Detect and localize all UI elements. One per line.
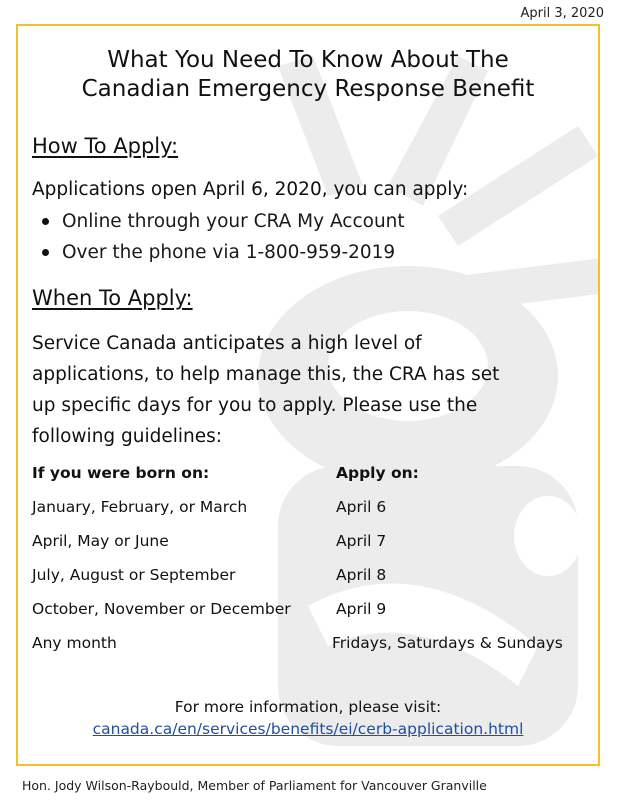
- schedule-header: [32, 464, 592, 488]
- document-date: April 3, 2020: [520, 6, 604, 21]
- born-on-cell: April, May or June: [32, 532, 169, 550]
- born-on-cell: Any month: [32, 634, 117, 652]
- table-row: [32, 600, 592, 624]
- table-row: [32, 532, 592, 556]
- paragraph-line: following guidelines:: [32, 426, 223, 447]
- bullet-icon: [42, 218, 49, 225]
- notice-frame: [16, 24, 600, 766]
- apply-on-header: Apply on:: [336, 464, 419, 482]
- table-row: [32, 498, 592, 522]
- apply-on-cell: April 9: [336, 600, 387, 618]
- when-to-apply-paragraph: [32, 328, 499, 452]
- apply-on-cell: April 6: [336, 498, 387, 516]
- title-line-2: Canadian Emergency Response Benefit: [81, 76, 535, 102]
- born-on-header: If you were born on:: [32, 464, 210, 482]
- apply-on-cell: Fridays, Saturdays & Sundays: [332, 634, 563, 652]
- apply-method-online: Online through your CRA My Account: [62, 211, 405, 232]
- signature-line: Hon. Jody Wilson-Raybould, Member of Parliament for Vancouver Granville: [22, 778, 487, 793]
- list-item: [36, 206, 405, 237]
- table-row: [32, 634, 592, 658]
- table-row: [32, 566, 592, 590]
- apply-on-cell: April 8: [336, 566, 387, 584]
- born-on-cell: October, November or December: [32, 600, 291, 618]
- how-to-apply-intro: Applications open April 6, 2020, you can apply:: [32, 179, 469, 200]
- paragraph-line: Service Canada anticipates a high level of: [32, 333, 422, 354]
- cerb-info-link[interactable]: canada.ca/en/services/benefits/ei/cerb-application.html: [92, 720, 524, 738]
- paragraph-line: applications, to help manage this, the CRA has set: [32, 364, 500, 385]
- paragraph-line: up specific days for you to apply. Please use the: [32, 395, 478, 416]
- apply-methods-list: [36, 206, 405, 268]
- page-title: [18, 46, 598, 104]
- apply-method-phone: Over the phone via 1-800-959-2019: [62, 242, 396, 263]
- born-on-cell: July, August or September: [32, 566, 236, 584]
- more-info-text: For more information, please visit:: [174, 698, 442, 716]
- born-on-cell: January, February, or March: [32, 498, 248, 516]
- bullet-icon: [42, 249, 49, 256]
- how-to-apply-heading: How To Apply:: [32, 134, 179, 158]
- list-item: [36, 237, 405, 268]
- notice-content: [18, 26, 598, 764]
- when-to-apply-heading: When To Apply:: [32, 286, 193, 310]
- apply-on-cell: April 7: [336, 532, 387, 550]
- title-line-1: What You Need To Know About The: [107, 47, 509, 73]
